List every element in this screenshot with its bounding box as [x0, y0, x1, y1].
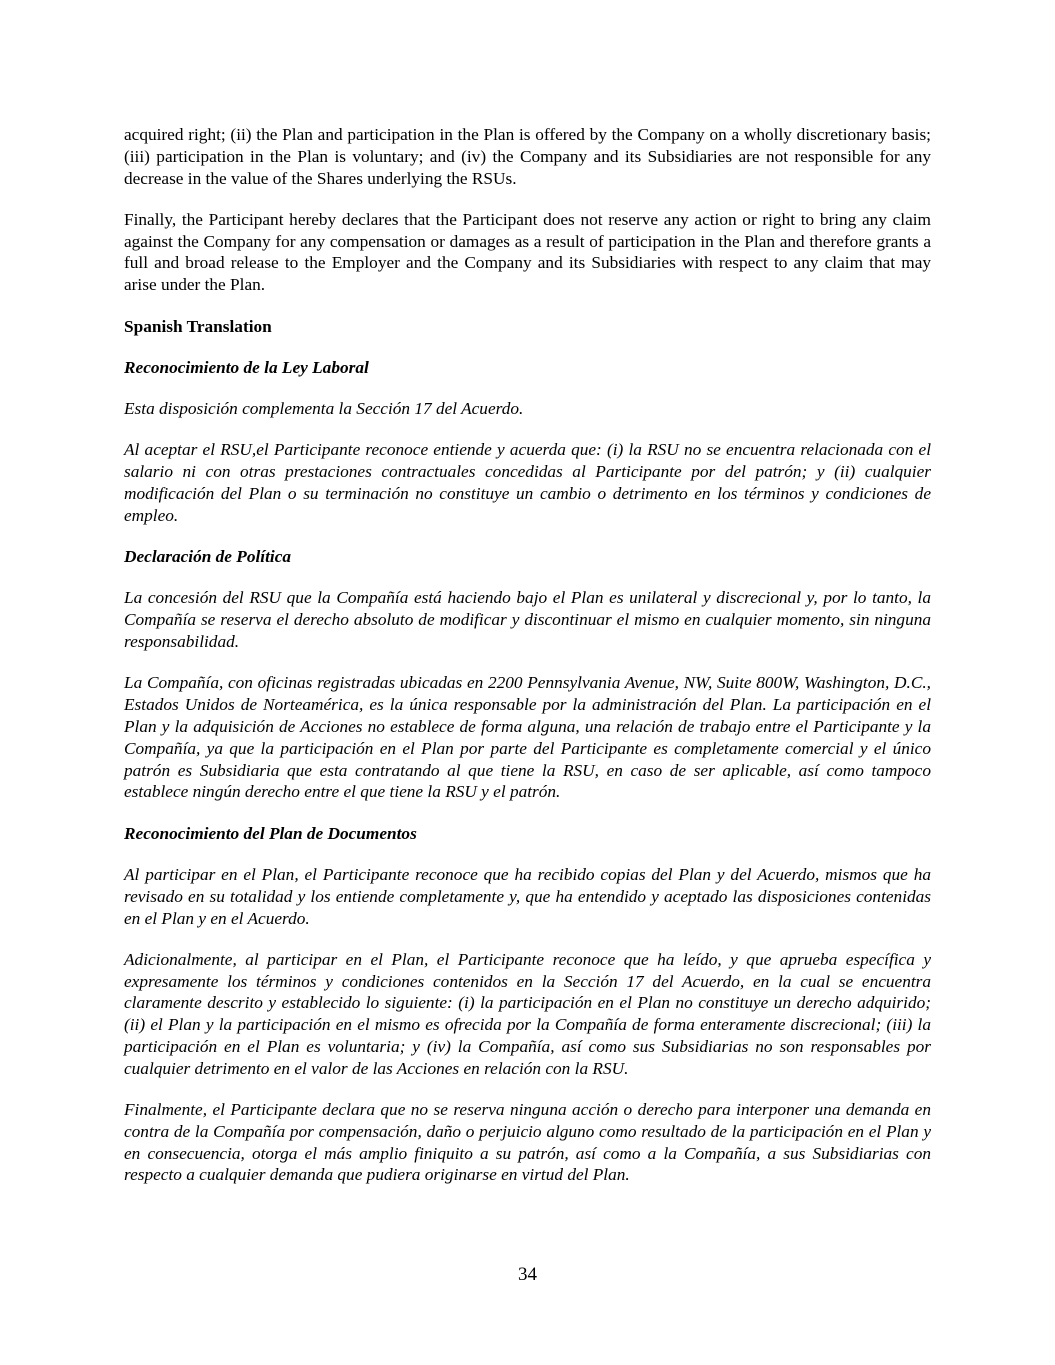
section-paragraph: La Compañía, con oficinas registradas ubicadas en 2200 Pennsylvania Avenue, NW, Suite 800W, Washington, D.C., Estados Unidos de Norteamérica, es la única responsable por la administración del Plan. La participación en el Plan y la adquisición de Acciones no establece de forma alguna, una relación de trabajo entre el Participante y la Compañía, ya que la participación en el Plan por parte del Participante es completamente comercial y el único patrón es Subsidiaria que esta contratando al que tiene la RSU, en caso de ser aplicable, así como tampoco establece ningún derecho entre el que tiene la RSU y el patrón.: [124, 673, 931, 802]
section-heading: Reconocimiento de la Ley Laboral: [124, 357, 369, 377]
section-paragraph: Finalmente, el Participante declara que no se reserva ninguna acción o derecho para interponer una demanda en contra de la Compañía por compensación, daño o perjuicio alguno como resultado de la participación en el Plan y en consecuencia, otorga el más amplio finiquito a su patrón, así como a la Compañía, a sus Subsidiarias con respecto a cualquier demanda que pudiera originarse en virtud del Plan.: [124, 1100, 931, 1185]
document-page: [124, 124, 931, 1206]
page-number: 34: [518, 1264, 537, 1285]
section-paragraph: Al participar en el Plan, el Participante reconoce que ha recibido copias del Plan y del Acuerdo, mismos que ha revisado en su totalidad y los entiende completamente y, que ha entendido y aceptado las disposiciones contenidas en el Plan y en el Acuerdo.: [124, 864, 931, 928]
section-heading: Declaración de Política: [124, 547, 292, 567]
spanish-translation-heading: Spanish Translation: [124, 316, 272, 336]
section-labor-law: [124, 357, 931, 527]
section-heading: Reconocimiento del Plan de Documentos: [124, 823, 417, 843]
english-paragraph: Finally, the Participant hereby declares that the Participant does not reserve any action or right to bring any claim against the Company for any compensation or damages as a result of participation in the Plan and therefore grants a full and broad release to the Employer and the Company and its Subsidiaries with respect to any claim that may arise under the Plan.: [124, 209, 931, 295]
section-paragraph: Esta disposición complementa la Sección 17 del Acuerdo.: [124, 399, 524, 419]
section-policy-statement: [124, 546, 931, 803]
section-paragraph: La concesión del RSU que la Compañía está haciendo bajo el Plan es unilateral y discrecional y, por lo tanto, la Compañía se reserva el derecho absoluto de modificar y discontinuar el mismo en cualquier momento, sin ninguna responsabilidad.: [124, 588, 931, 652]
section-paragraph: Adicionalmente, al participar en el Plan, el Participante reconoce que ha leído, y que aprueba específica y expresamente los términos y condiciones contenidos en la Sección 17 del Acuerdo, en la cual se encuentra claramente descrito y establecido lo siguiente: (i) la participación en el Plan no constituye un derecho adquirido; (ii) el Plan y la participación en el mismo es ofrecida por la Compañía de forma enteramente discrecional; (iii) la participación en el Plan es voluntaria; y (iv) la Compañía, así como sus Subsidiarias no son responsables por cualquier detrimento en el valor de las Acciones en relación con la RSU.: [124, 949, 931, 1078]
section-paragraph: Al aceptar el RSU,el Participante reconoce entiende y acuerda que: (i) la RSU no se encuentra relacionada con el salario ni con otras prestaciones contractuales concedidas al Participante por del patrón; y (ii) cualquier modificación del Plan o su terminación no constituye un cambio o detrimento en los términos y condiciones de empleo.: [124, 440, 931, 525]
english-paragraph: acquired right; (ii) the Plan and participation in the Plan is offered by the Company on a wholly discretionary basis; (iii) participation in the Plan is voluntary; and (iv) the Company and its Subsidiaries are not responsible for any decrease in the value of the Shares underlying the RSUs.: [124, 125, 931, 188]
section-plan-documents: [124, 823, 931, 1187]
